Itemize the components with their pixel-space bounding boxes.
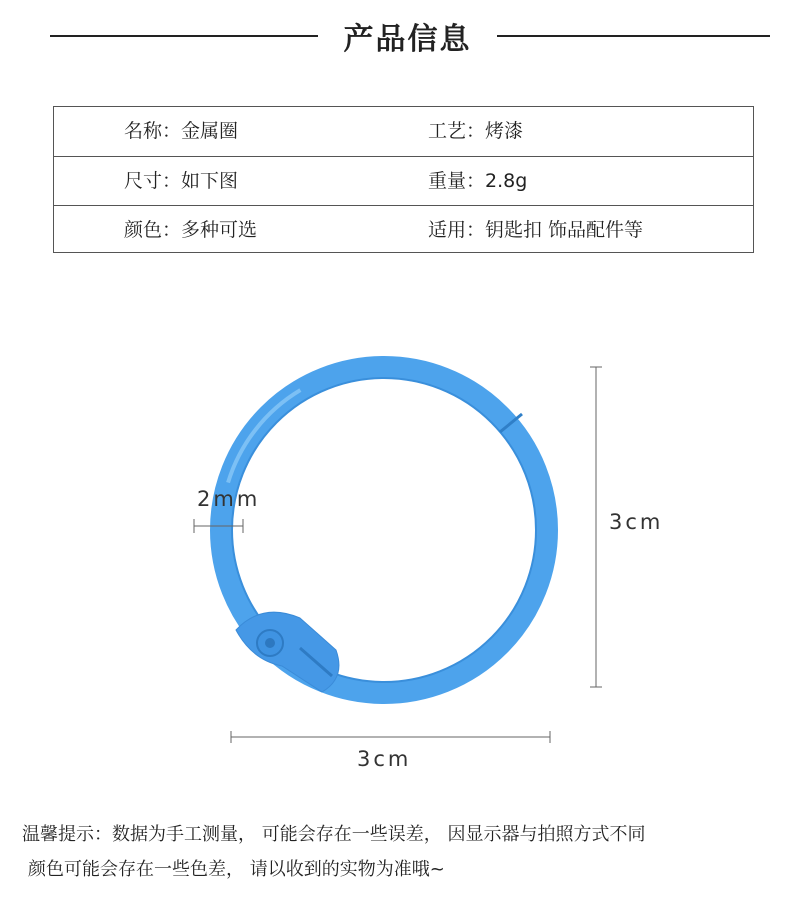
info-color: 颜色：多种可选 [124,219,258,241]
thickness-label: 2mm [197,487,261,511]
header-divider-right [497,35,770,37]
product-info-table [53,106,754,253]
ring-dimension-diagram [0,330,800,800]
ring-hinge-plate [236,612,339,692]
info-weight: 重量：2.8g [428,170,528,192]
info-process: 工艺：烤漆 [428,120,524,142]
reminder-note-line-1: 温馨提示：数据为手工测量， 可能会存在一些误差， 因显示器与拍照方式不同 [22,824,646,845]
section-header [0,0,800,70]
info-name: 名称：金属圈 [124,120,239,142]
info-usage: 适用：钥匙扣 饰品配件等 [428,219,644,241]
info-row [54,107,753,156]
width-label: 3cm [357,747,412,771]
section-title: 产品信息 [343,22,472,57]
info-size: 尺寸：如下图 [124,170,239,192]
info-row [54,205,753,255]
info-row [54,156,753,206]
header-divider-left [50,35,318,37]
ring-illustration [0,330,800,800]
ring-rivet-center [265,638,275,648]
reminder-note-line-2: 颜色可能会存在一些色差， 请以收到的实物为准哦~ [28,859,445,880]
height-label: 3cm [609,510,664,534]
